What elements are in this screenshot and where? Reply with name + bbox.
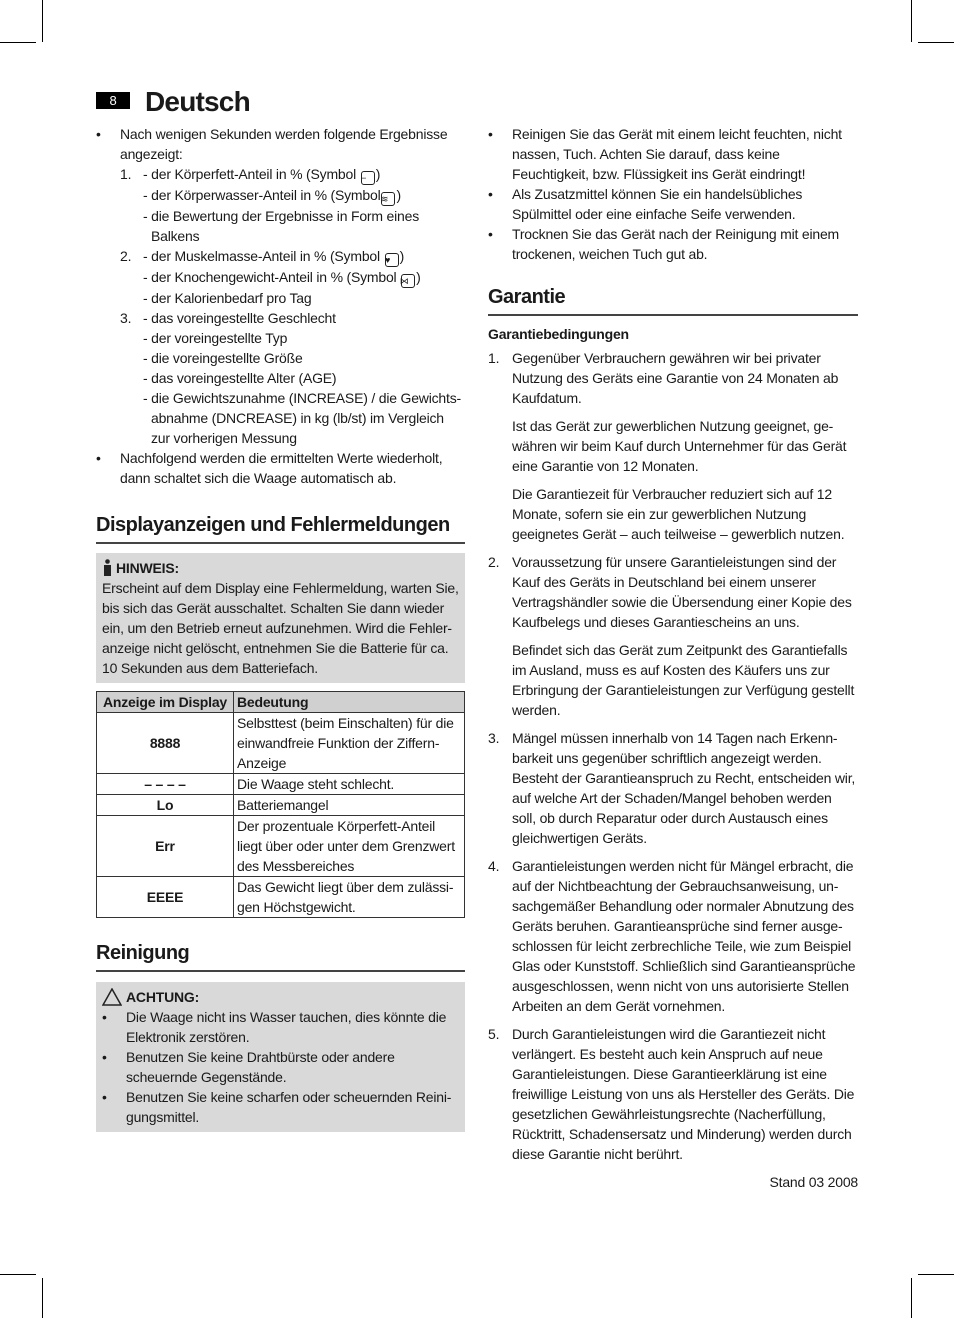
- list-item: • Die Waage nicht ins Wasser tauchen, dies könnte die Elektronik zerstören.: [102, 1009, 447, 1045]
- crop-mark: [911, 1278, 912, 1318]
- table-row: – – – – Die Waage steht schlecht.: [97, 774, 465, 795]
- table-header: Bedeutung: [234, 692, 465, 713]
- warranty-subheading: Garantiebedingungen: [488, 326, 629, 342]
- warranty-item: 1. Gegenüber Verbrauchern gewähren wir bei privater Nutzung des Geräts eine Garantie von 24 Monaten ab Kaufdatum. Ist das Gerät zur gewerblichen Nutzung geeignet, gewähren wir beim Kauf durch Unternehmer für das Gerät eine Garantie von 12 Monaten. Die Garantiezeit für Verbraucher reduziert sich auf 12 Monate, sofern sie ein zur gewerblichen Nutzung geeignetes Gerät – auch teilweise – gewerblich nutzen.: [488, 350, 847, 542]
- list-item: • Benutzen Sie keine scharfen oder scheuernden Reinigungsmittel.: [102, 1089, 452, 1125]
- warranty-item: 4. Garantieleistungen werden nicht für Mängel erbracht, die auf der Nichtbeachtung der Gebrauchsanweisung, unsachgemäßer Behandlung oder normaler Abnutzung des Geräts beruhen. Garantieansprüche sind ferner ausgeschlossen für leicht zerbrechliche Teile, wie zum Beispiel Glas oder Kunststoff. Schließlich sind Garantieansprüche ausgeschlossen, wenn nicht von uns autorisierte Stellen Arbeiten an dem Gerät vornehmen.: [488, 858, 856, 1014]
- warning-label: ACHTUNG:: [126, 989, 200, 1005]
- results-group-1: 1. - der Körperfett-Anteil in % (Symbol − ) - der Körperwasser-Anteil in % (Symbol≋ ) - die Bewertung der Ergebnisse in Form eines Balkens: [120, 166, 420, 244]
- body-water-icon: ≋: [381, 192, 395, 206]
- results-intro: • Nach wenigen Sekunden werden folgende Ergebnisse angezeigt:: [96, 126, 448, 162]
- table-header: Anzeige im Display: [97, 692, 234, 713]
- list-item: • Reinigen Sie das Gerät mit einem leicht feuchten, nicht nassen, Tuch. Achten Sie darauf, dass keine Feuchtigkeit, bzw. Flüssigkeit ins Gerät eindringt!: [488, 126, 842, 182]
- page-number: 8: [96, 92, 130, 109]
- hint-box: [96, 553, 465, 683]
- warranty-item: 5. Durch Garantieleistungen wird die Garantiezeit nicht verlängert. Es besteht auch kein Anspruch auf neue Garantieleistungen. Diese Garantieerklärung ist eine freiwillige Leistung von uns als Hersteller des Geräts. Die gesetzlichen Gewährleistungsrechte (Nacherfüllung, Rücktritt, Schadensersatz und Minderung) werden durch diese Garantie nicht berührt.: [488, 1026, 855, 1162]
- crop-mark: [918, 42, 954, 43]
- list-item: • Trocknen Sie das Gerät nach der Reinigung mit einem trockenen, weichen Tuch gut ab.: [488, 226, 840, 262]
- warranty-heading: Garantie: [488, 284, 858, 316]
- page-title: Deutsch: [145, 86, 250, 117]
- crop-mark: [42, 0, 43, 42]
- cleaning-heading: Reinigung: [96, 940, 465, 972]
- stand-date: Stand 03 2008: [769, 1174, 858, 1190]
- crop-mark: [918, 1274, 954, 1275]
- error-table: [96, 691, 465, 918]
- body-fat-icon: −: [361, 171, 375, 185]
- table-row: EEEE Das Gewicht liegt über dem zulässigen Höchstgewicht.: [97, 877, 465, 918]
- info-icon: [102, 559, 113, 577]
- list-item: • Als Zusatzmittel können Sie ein handelsübliches Spülmittel oder eine einfache Seife verwenden.: [488, 186, 803, 222]
- right-column: [488, 124, 858, 1192]
- table-row: Lo Batteriemangel: [97, 795, 465, 816]
- bullet: •: [96, 126, 101, 142]
- crop-mark: [911, 0, 912, 42]
- bone-icon: ⋈: [401, 274, 415, 288]
- warranty-item: 2. Voraussetzung für unsere Garantieleistungen sind der Kauf des Geräts in Deutschland bei einem unserer Vertragshändler sowie die Übersendung einer Kopie des Kaufbelegs und dieses Garantiescheins an uns. Befindet sich das Gerät zum Zeitpunkt des Garantiefalls im Ausland, muss es auf Kosten des Käufers uns zur Erbringung der Garantieleistungen zur Verfügung gestellt werden.: [488, 554, 855, 718]
- list-item: • Benutzen Sie keine Drahtbürste oder andere scheuernde Gegenstände.: [102, 1049, 395, 1085]
- table-row: 8888 Selbsttest (beim Einschalten) für die einwandfreie Funktion der ZiffernAnzeige: [97, 713, 465, 774]
- muscle-icon: ♥: [385, 253, 399, 267]
- results-group-2: 2. - der Muskelmasse-Anteil in % (Symbol ♥ ) - der Knochengewicht-Anteil in % (Symbol ⋈ ) - der Kalorienbedarf pro Tag: [120, 248, 421, 306]
- crop-mark: [0, 1274, 36, 1275]
- results-group-3: 3. - das voreingestellte Geschlecht - der voreingestellte Typ - die voreingestellte Größe - das voreingestellte Alter (AGE) - die Gewichtszunahme (INCREASE) / die Gewichtsabnahme (DNCREASE) in kg (lb/st) im Vergleich zur vorherigen Messung: [120, 310, 462, 446]
- table-row: Err Der prozentuale Körperfett-Anteil liegt über oder unter dem Grenzwert des Messbereiches: [97, 816, 465, 877]
- crop-mark: [0, 42, 36, 43]
- warning-box: [96, 982, 465, 1132]
- warranty-item: 3. Mängel müssen innerhalb von 14 Tagen nach Erkennbarkeit uns gegenüber schriftlich angezeigt werden. Besteht der Garantieanspruch zu Recht, entscheiden wir, auf welche Art der Schaden/Mangel behoben werden soll, ob durch Reparatur oder durch Austausch eines gleichwertigen Geräts.: [488, 730, 856, 846]
- hint-text: Erscheint auf dem Display eine Fehlermeldung, warten Sie, bis sich das Gerät ausschaltet. Schalten Sie dann wieder ein, um den Betrieb erneut aufzunehmen. Wird die Fehleranzeige nicht gelöscht, entnehmen Sie die Batterie für ca. 10 Sekunden aus dem Batteriefach.: [102, 580, 459, 676]
- left-column: [96, 124, 465, 1132]
- results-outro: • Nachfolgend werden die ermittelten Werte wiederholt, dann schaltet sich die Waage automatisch ab.: [96, 450, 443, 486]
- crop-mark: [42, 1278, 43, 1318]
- warning-icon: [102, 988, 122, 1006]
- display-heading: Displayanzeigen und Fehlermeldungen: [96, 512, 465, 544]
- hint-label: HINWEIS:: [116, 560, 179, 576]
